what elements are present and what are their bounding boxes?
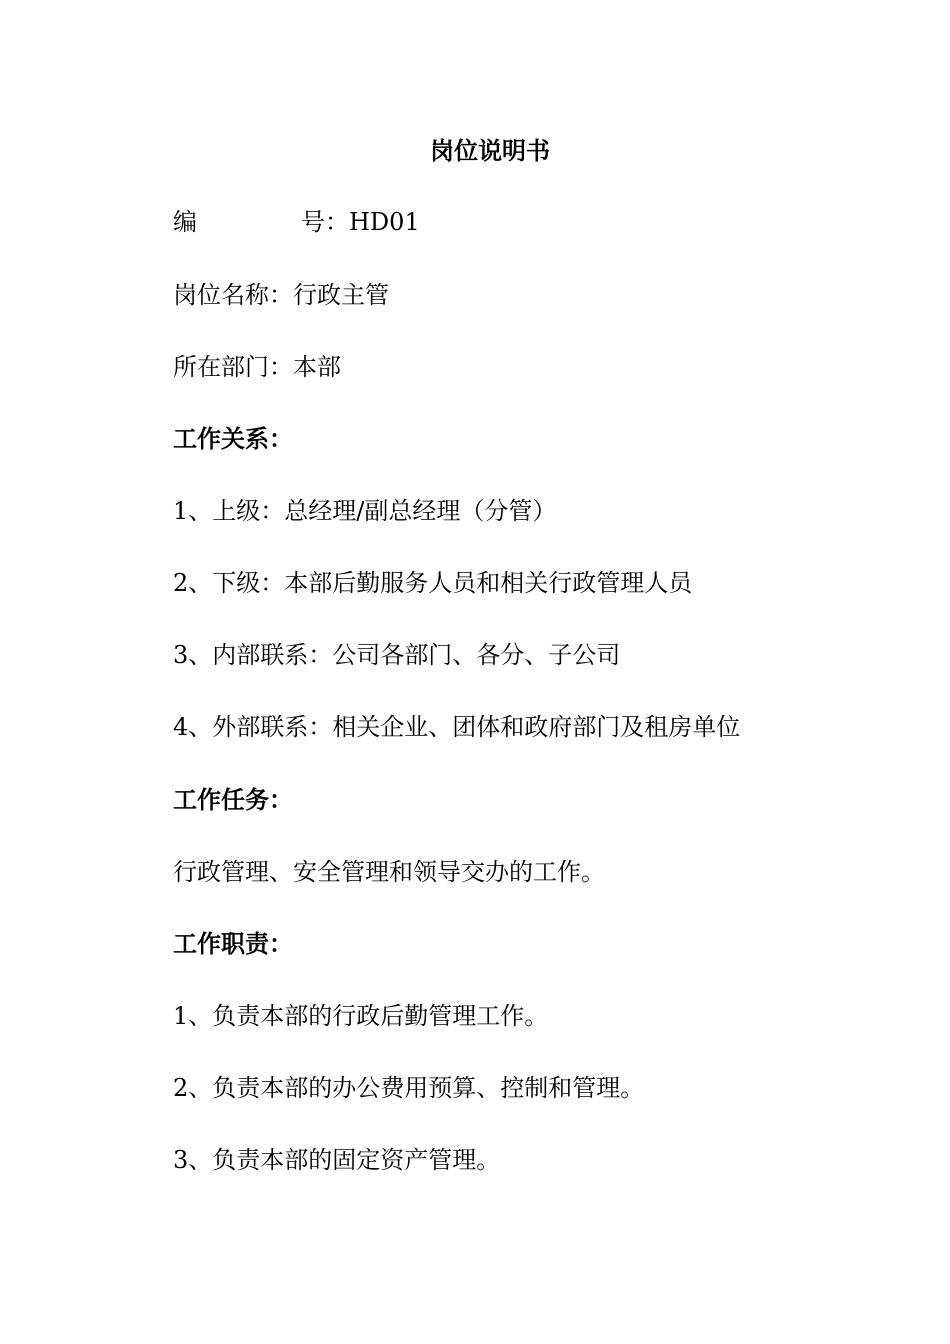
relation-item: 2、下级：本部后勤服务人员和相关行政管理人员 bbox=[173, 569, 693, 597]
relation-item: 1、上级：总经理/副总经理（分管） bbox=[173, 497, 557, 525]
duties-heading: 工作职责： bbox=[173, 929, 293, 958]
tasks-heading: 工作任务： bbox=[173, 785, 293, 814]
code-value: HD01 bbox=[349, 208, 420, 236]
duty-item: 1、负责本部的行政后勤管理工作。 bbox=[173, 1002, 549, 1030]
code-label-first: 编 bbox=[173, 208, 197, 236]
relation-item: 4、外部联系：相关企业、团体和政府部门及租房单位 bbox=[173, 713, 741, 741]
relation-item: 3、内部联系：公司各部门、各分、子公司 bbox=[173, 641, 621, 669]
code-line bbox=[173, 207, 420, 237]
duty-item: 3、负责本部的固定资产管理。 bbox=[173, 1146, 501, 1174]
department-line: 所在部门：本部 bbox=[173, 353, 341, 381]
position-name-line: 岗位名称：行政主管 bbox=[173, 281, 389, 309]
document-title: 岗位说明书 bbox=[430, 136, 550, 165]
relations-heading: 工作关系： bbox=[173, 424, 293, 453]
code-label-second: 号： bbox=[301, 208, 349, 236]
duty-item: 2、负责本部的办公费用预算、控制和管理。 bbox=[173, 1074, 645, 1102]
tasks-text: 行政管理、安全管理和领导交办的工作。 bbox=[173, 858, 605, 886]
